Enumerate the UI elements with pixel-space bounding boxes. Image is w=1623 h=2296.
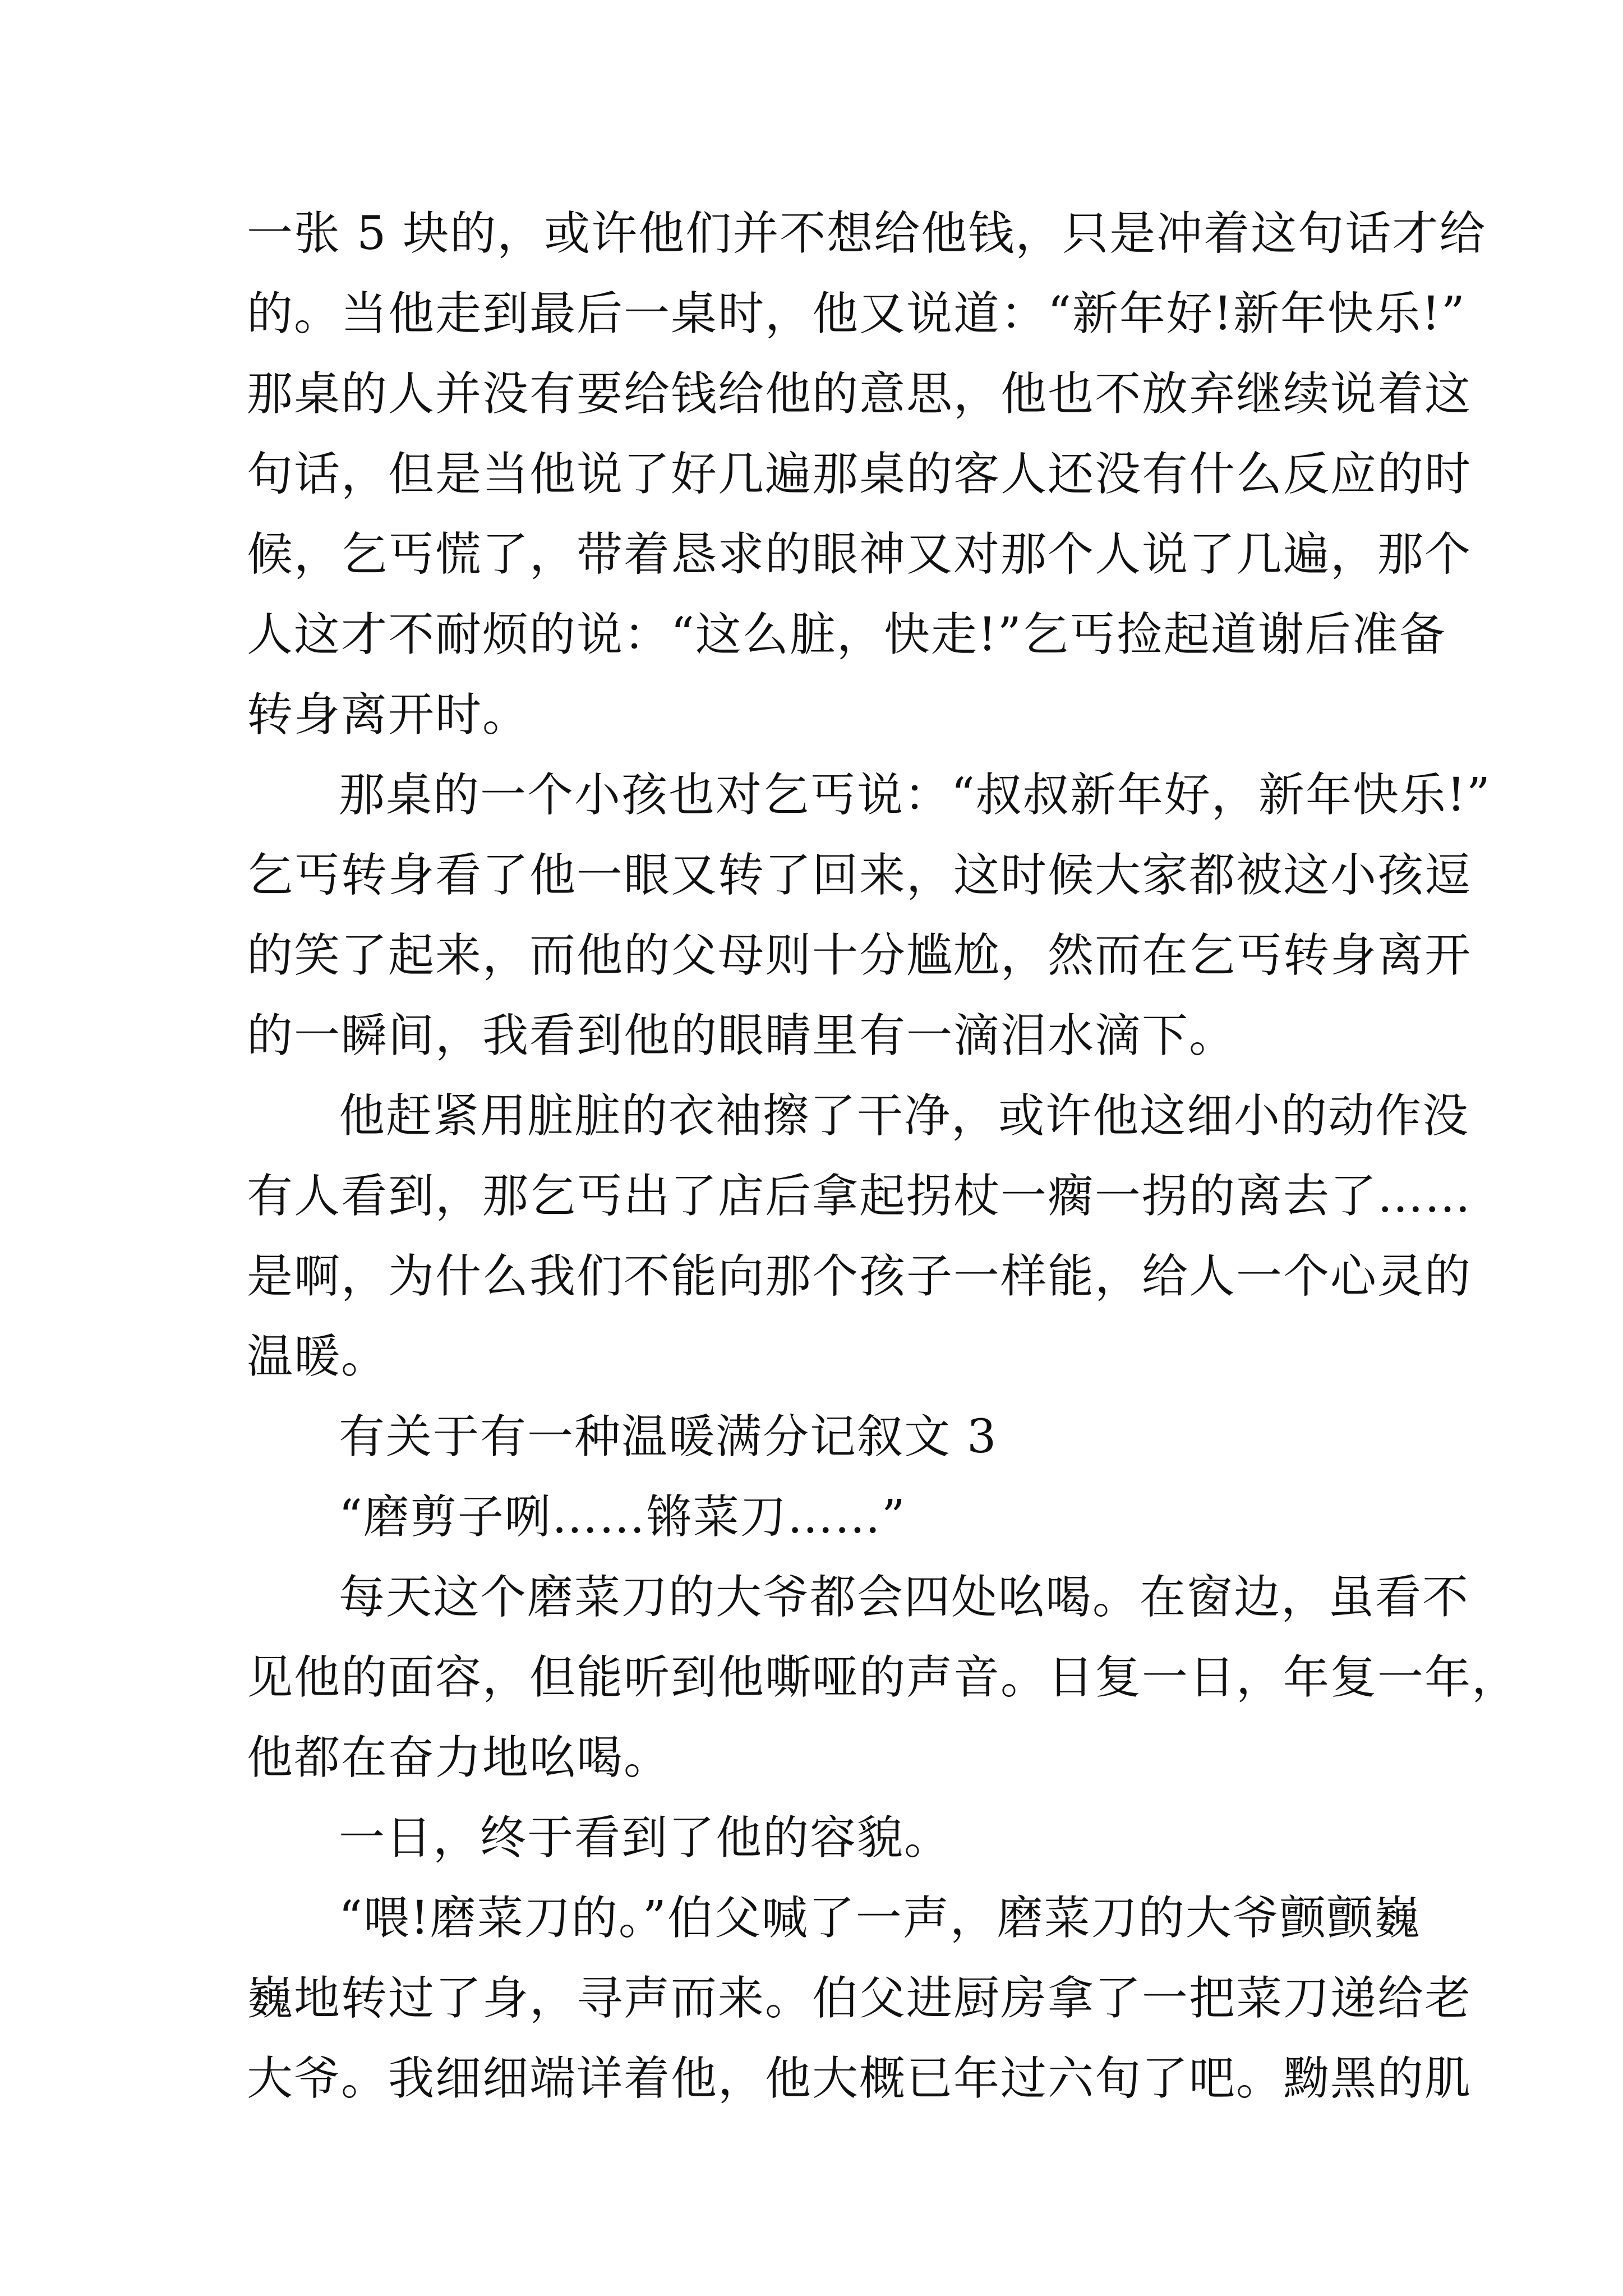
- paragraph-first-line: “磨剪子咧……锵菜刀……”: [339, 1490, 906, 1544]
- text-line: 的笑了起来，而他的父母则十分尴尬，然而在乞丐转身离开: [247, 929, 1472, 982]
- paragraph-first-line: 每天这个磨菜刀的大爷都会四处吆喝。在窗边，虽看不: [339, 1571, 1470, 1624]
- text-line: 是啊，为什么我们不能向那个孩子一样能，给人一个心灵的: [247, 1250, 1472, 1303]
- text-line: 温暖。: [247, 1330, 389, 1383]
- text-line: 人这才不耐烦的说：“这么脏，快走!”乞丐捡起道谢后准备: [247, 608, 1446, 661]
- text-line: 的一瞬间，我看到他的眼睛里有一滴泪水滴下。: [247, 1009, 1237, 1062]
- text-line: 巍地转过了身，寻声而来。伯父进厨房拿了一把菜刀递给老: [247, 1972, 1472, 2025]
- paragraph-first-line: “喂!磨菜刀的。”伯父喊了一声，磨菜刀的大爷颤颤巍: [339, 1892, 1421, 1945]
- text-line: 的。当他走到最后一桌时，他又说道：“新年好!新年快乐!”: [247, 287, 1466, 341]
- text-line: 见他的面容，但能听到他嘶哑的声音。日复一日，年复一年，: [247, 1651, 1519, 1704]
- text-line: 转身离开时。: [247, 688, 530, 742]
- paragraph-first-line: 一日，终于看到了他的容貌。: [339, 1811, 952, 1865]
- text-line: 一张 5 块的，或许他们并不想给他钱，只是冲着这句话才给: [247, 207, 1487, 260]
- text-line: 乞丐转身看了他一眼又转了回来，这时候大家都被这小孩逗: [247, 849, 1472, 902]
- text-line: 句话，但是当他说了好几遍那桌的客人还没有什么反应的时: [247, 448, 1472, 501]
- section-heading: 有关于有一种温暖满分记叙文 3: [339, 1410, 998, 1464]
- paragraph-first-line: 那桌的一个小孩也对乞丐说：“叔叔新年好，新年快乐!”: [339, 769, 1491, 822]
- text-line: 大爷。我细细端详着他，他大概已年过六旬了吧。黝黑的肌: [247, 2052, 1472, 2105]
- text-line: 候，乞丐慌了，带着恳求的眼神又对那个人说了几遍，那个: [247, 528, 1472, 581]
- text-line: 有人看到，那乞丐出了店后拿起拐杖一瘸一拐的离去了……: [247, 1170, 1472, 1223]
- text-line: 他都在奋力地吆喝。: [247, 1731, 671, 1784]
- text-line: 那桌的人并没有要给钱给他的意思，他也不放弃继续说着这: [247, 367, 1472, 421]
- document-body: [247, 194, 1519, 2119]
- paragraph-first-line: 他赶紧用脏脏的衣袖擦了干净，或许他这细小的动作没: [339, 1089, 1470, 1143]
